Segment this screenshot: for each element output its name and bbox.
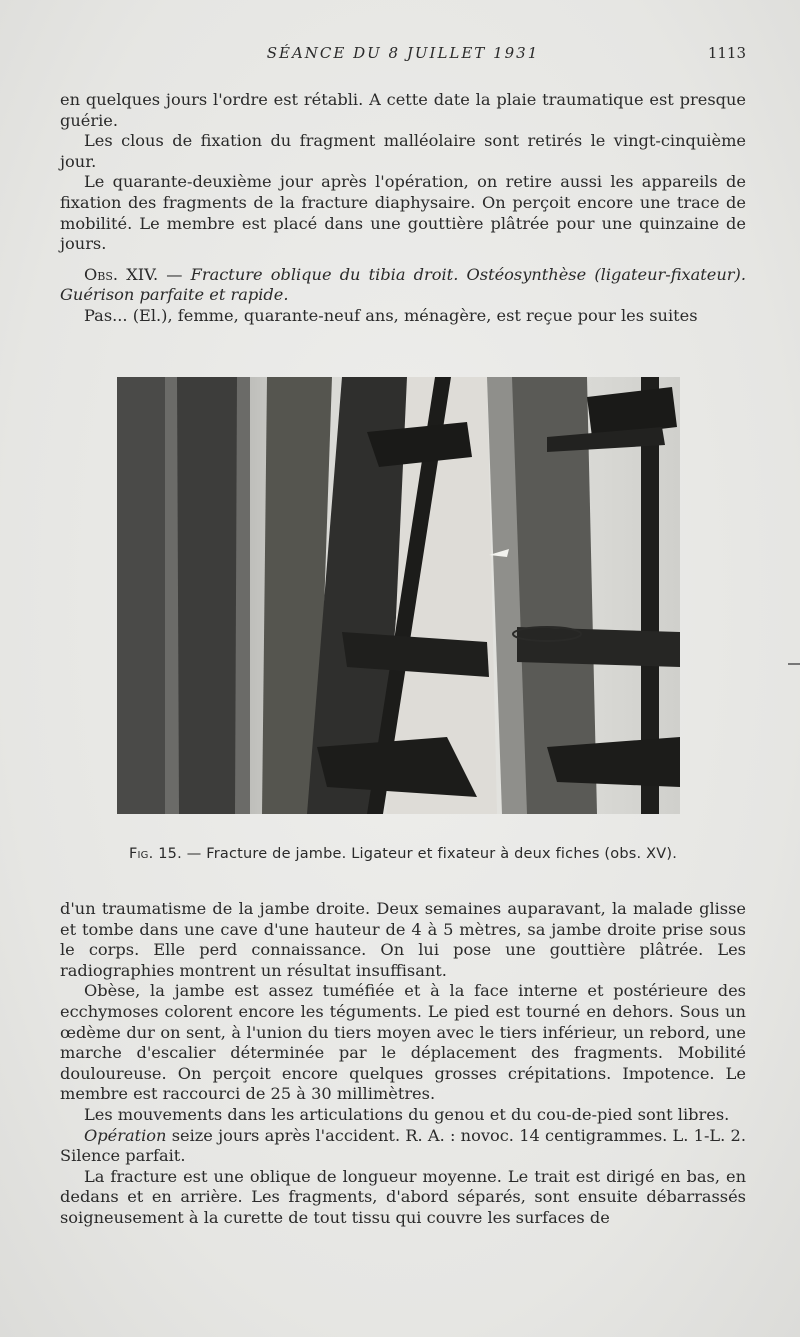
observation-heading: [60, 265, 746, 306]
operation-paragraph: [60, 1126, 746, 1167]
caption-text: — Fracture de jambe. Ligateur et fixateur à deux fiches (obs. XV).: [181, 846, 678, 862]
figure-caption: [60, 846, 746, 862]
page-header: [60, 44, 746, 68]
paragraph: Obèse, la jambe est assez tuméfiée et à la face interne et postérieure des ecchymoses colorent encore les téguments. Le pied est tourné en dehors. Sous un œdème dur on sent, à l'union du tiers moyen avec le tiers inférieur, un rebord, une marche d'escalier déterminée par le déplacement des fragments. Mobilité douloureuse. On perçoit encore quelques grosses crépitations. Impotence. Le membre est raccourci de 25 à 30 millimètres.: [60, 981, 746, 1104]
operation-label: Opération: [84, 1125, 167, 1145]
page-number: 1113: [707, 44, 746, 62]
radiograph-figure: [117, 377, 680, 814]
observation-label: Obs. XIV.: [84, 264, 159, 284]
paragraph: Le quarante-deuxième jour après l'opération, on retire aussi les appareils de fixation des fragments de la fracture diaphysaire. On perçoit encore une trace de mobilité. Le membre est placé dans une gouttière plâtrée pour une quinzaine de jours.: [60, 172, 746, 254]
paragraph: Les mouvements dans les articulations du genou et du cou-de-pied sont libres.: [84, 1104, 730, 1124]
margin-mark: [788, 663, 800, 665]
paragraph: en quelques jours l'ordre est rétabli. A cette date la plaie traumatique est presque guérie.: [60, 90, 746, 130]
paragraph: d'un traumatisme de la jambe droite. Deux semaines auparavant, la malade glisse et tombe dans une cave d'une hauteur de 4 à 5 mètres, sa jambe droite prise sous le corps. Elle perd connaissance. On lui pose une gouttière plâtrée. Les radiographies montrent un résultat insuffisant.: [60, 899, 746, 980]
paragraph: Les clous de fixation du fragment malléolaire sont retirés le vingt-cinquième jour.: [60, 131, 746, 171]
observation-dash: —: [158, 264, 191, 284]
operation-text: seize jours après l'accident. R. A. : novoc. 14 centigrammes. L. 1-L. 2. Silence parfait.: [60, 1125, 746, 1166]
body-text-top: [60, 90, 746, 327]
paragraph: Pas... (El.), femme, quarante-neuf ans, ménagère, est reçue pour les suites: [84, 305, 698, 325]
paragraph: La fracture est une oblique de longueur moyenne. Le trait est dirigé en bas, en dedans et en arrière. Les fragments, d'abord séparés, sont ensuite débarrassés soigneusement à la curette de tout tissu qui couvre les surfaces de: [60, 1166, 746, 1227]
running-head: SÉANCE DU 8 JUILLET 1931: [266, 44, 540, 62]
observation-title: Fracture oblique du tibia droit. Ostéosynthèse (ligateur-fixateur). Guérison parfaite et rapide.: [60, 264, 747, 305]
body-text-bottom: [60, 899, 746, 1229]
caption-label: Fig. 15.: [128, 846, 182, 862]
radiograph-image: [117, 377, 680, 814]
